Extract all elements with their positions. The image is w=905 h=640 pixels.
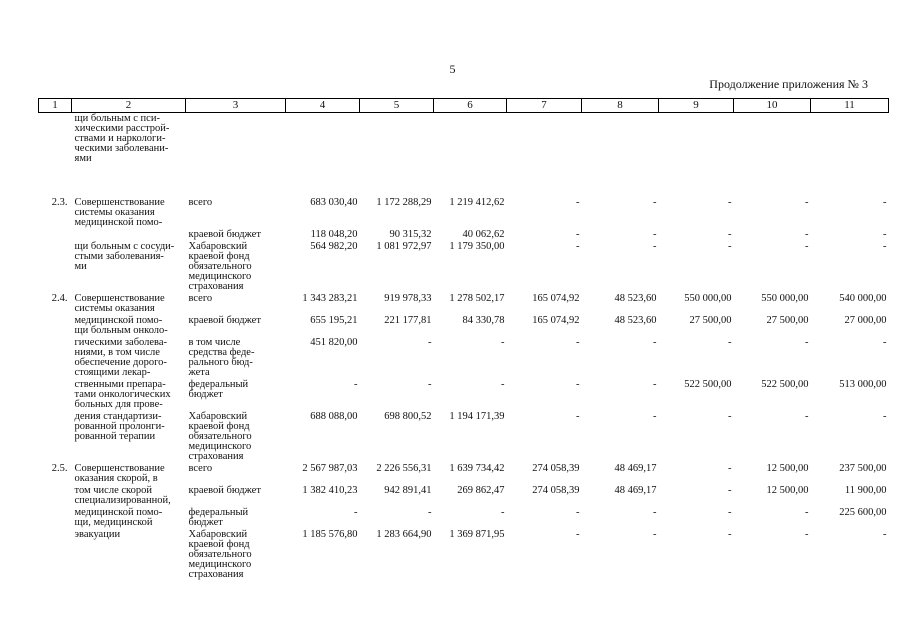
amount-cell: - [728, 485, 732, 496]
amount-cell: - [653, 241, 657, 252]
amount-cell: - [653, 197, 657, 208]
row-number [39, 241, 72, 293]
budget-table [38, 98, 889, 581]
table-row [39, 463, 889, 485]
funding-source: краевой бюджет [188, 229, 261, 240]
table-row [39, 411, 889, 463]
funding-source: в том числе средства феде- рального бюд- жета [188, 337, 255, 378]
amount-cell: 11 900,00 [844, 485, 887, 496]
funding-source: краевой бюджет [188, 315, 261, 326]
amount-cell: - [576, 529, 580, 540]
amount-cell: 1 382 410,23 [302, 485, 358, 496]
amount-cell: - [728, 463, 732, 474]
amount-cell: - [883, 411, 887, 422]
amount-cell: 165 074,92 [532, 293, 580, 304]
measure-name: Совершенствование системы оказания медицинской помо- [74, 197, 165, 228]
row-number: 2.5. [51, 463, 68, 474]
header-col-4: 4 [286, 99, 360, 113]
amount-cell [507, 113, 582, 166]
measure-name: медицинской помо- щи больным онколо- [74, 315, 168, 336]
header-col-1: 1 [39, 99, 72, 113]
funding-source: федеральный бюджет [188, 379, 249, 400]
amount-cell: 522 500,00 [761, 379, 809, 390]
table-row [39, 529, 889, 581]
header-col-6: 6 [434, 99, 507, 113]
amount-cell: 48 523,60 [614, 315, 657, 326]
table-body [39, 99, 889, 582]
amount-cell: 683 030,40 [310, 197, 358, 208]
amount-cell: - [501, 379, 505, 390]
amount-cell: - [728, 507, 732, 518]
measure-name [72, 229, 186, 241]
funding-source: всего [188, 197, 213, 208]
amount-cell: - [805, 411, 809, 422]
amount-cell: 550 000,00 [684, 293, 732, 304]
amount-cell: 1 219 412,62 [449, 197, 505, 208]
amount-cell: 1 343 283,21 [302, 293, 358, 304]
amount-cell: 48 469,17 [614, 463, 657, 474]
amount-cell: - [883, 229, 887, 240]
amount-cell: 1 283 664,90 [376, 529, 432, 540]
table-row [39, 229, 889, 241]
amount-cell: - [883, 197, 887, 208]
amount-cell: - [576, 337, 580, 348]
amount-cell: - [576, 507, 580, 518]
header-col-9: 9 [659, 99, 734, 113]
amount-cell: - [501, 507, 505, 518]
table-row [39, 293, 889, 315]
header-col-2: 2 [72, 99, 186, 113]
amount-cell: 165 074,92 [532, 315, 580, 326]
measure-name: щи больным с сосуди- стыми заболевания- ми [74, 241, 175, 272]
amount-cell: 225 600,00 [839, 507, 887, 518]
amount-cell: - [653, 379, 657, 390]
amount-cell: - [805, 507, 809, 518]
amount-cell: - [883, 241, 887, 252]
amount-cell: 1 081 972,97 [376, 241, 432, 252]
amount-cell [434, 113, 507, 166]
funding-source: Хабаровский краевой фонд обязательного медицинского страхования [188, 241, 252, 292]
funding-source: краевой бюджет [188, 485, 261, 496]
amount-cell: - [428, 379, 432, 390]
header-col-11: 11 [811, 99, 889, 113]
amount-cell: 942 891,41 [384, 485, 432, 496]
amount-cell: - [501, 337, 505, 348]
amount-cell [659, 113, 734, 166]
measure-name: Совершенствование оказания скорой, в [74, 463, 165, 484]
header-col-5: 5 [360, 99, 434, 113]
table-row [39, 507, 889, 529]
funding-source: федеральный бюджет [188, 507, 249, 528]
amount-cell: - [576, 197, 580, 208]
row-number [39, 337, 72, 379]
amount-cell: 522 500,00 [684, 379, 732, 390]
amount-cell: 48 523,60 [614, 293, 657, 304]
amount-cell: - [805, 241, 809, 252]
amount-cell: 269 862,47 [457, 485, 505, 496]
table-row [39, 485, 889, 507]
funding-source: всего [188, 293, 213, 304]
table-row [39, 197, 889, 229]
amount-cell: 274 058,39 [532, 485, 580, 496]
funding-source [186, 113, 286, 166]
amount-cell: - [653, 529, 657, 540]
row-number: 2.3. [51, 197, 68, 208]
measure-name: медицинской помо- щи, медицинской [74, 507, 163, 528]
amount-cell: 90 315,32 [389, 229, 432, 240]
measure-name: щи больным с пси- хическими расстрой- ствами и наркологи- ческими заболевани- ями [74, 113, 170, 164]
measure-name: эвакуации [74, 529, 121, 540]
row-number [39, 315, 72, 337]
amount-cell: 274 058,39 [532, 463, 580, 474]
table-row [39, 379, 889, 411]
amount-cell: - [576, 241, 580, 252]
amount-cell: - [428, 337, 432, 348]
table-row [39, 241, 889, 293]
amount-cell [360, 113, 434, 166]
amount-cell: - [728, 229, 732, 240]
amount-cell [286, 113, 360, 166]
header-col-3: 3 [186, 99, 286, 113]
row-number [39, 229, 72, 241]
amount-cell: 12 500,00 [766, 463, 809, 474]
amount-cell: 40 062,62 [462, 229, 505, 240]
table-row [39, 337, 889, 379]
table-row [39, 113, 889, 166]
amount-cell: - [728, 529, 732, 540]
amount-cell: - [883, 337, 887, 348]
amount-cell: 451 820,00 [310, 337, 358, 348]
amount-cell: 513 000,00 [839, 379, 887, 390]
measure-name: Совершенствование системы оказания [74, 293, 165, 314]
amount-cell: 1 179 350,00 [449, 241, 505, 252]
header-row [39, 99, 889, 113]
row-number [39, 529, 72, 581]
amount-cell: - [805, 337, 809, 348]
amount-cell: 540 000,00 [839, 293, 887, 304]
amount-cell: 237 500,00 [839, 463, 887, 474]
amount-cell: - [805, 229, 809, 240]
amount-cell: 2 226 556,31 [376, 463, 432, 474]
row-number [39, 507, 72, 529]
amount-cell: - [576, 379, 580, 390]
header-col-8: 8 [582, 99, 659, 113]
measure-name: гическими заболева- ниями, в том числе обеспечение дорого- стоящими лекар- [74, 337, 168, 378]
amount-cell: - [653, 229, 657, 240]
amount-cell: - [805, 197, 809, 208]
spacer-row [39, 165, 889, 197]
row-number [39, 411, 72, 463]
amount-cell: 118 048,20 [310, 229, 358, 240]
funding-source: Хабаровский краевой фонд обязательного медицинского страхования [188, 411, 252, 462]
amount-cell: 27 500,00 [766, 315, 809, 326]
measure-name: том числе скорой специализированной, [74, 485, 171, 506]
header-col-7: 7 [507, 99, 582, 113]
funding-source: Хабаровский краевой фонд обязательного медицинского страхования [188, 529, 252, 580]
header-col-10: 10 [734, 99, 811, 113]
amount-cell: 550 000,00 [761, 293, 809, 304]
amount-cell [734, 113, 811, 166]
amount-cell: - [805, 529, 809, 540]
measure-name: ственными препара- тами онкологических больных для прове- [74, 379, 171, 410]
funding-source: всего [188, 463, 213, 474]
amount-cell: 1 194 171,39 [449, 411, 505, 422]
amount-cell: 564 982,20 [310, 241, 358, 252]
amount-cell: - [653, 411, 657, 422]
amount-cell: 84 330,78 [462, 315, 505, 326]
continuation-caption: Продолжение приложения № 3 [709, 77, 868, 91]
amount-cell: - [883, 529, 887, 540]
amount-cell: 698 800,52 [384, 411, 432, 422]
amount-cell: 1 639 734,42 [449, 463, 505, 474]
amount-cell: - [576, 229, 580, 240]
row-number: 2.4. [51, 293, 68, 304]
row-number [39, 485, 72, 507]
amount-cell: 27 000,00 [844, 315, 887, 326]
amount-cell: 27 500,00 [689, 315, 732, 326]
amount-cell: - [728, 197, 732, 208]
amount-cell: - [354, 379, 358, 390]
amount-cell: - [428, 507, 432, 518]
amount-cell: 1 278 502,17 [449, 293, 505, 304]
amount-cell: - [576, 411, 580, 422]
row-number [39, 113, 72, 166]
amount-cell: - [728, 411, 732, 422]
amount-cell: - [728, 241, 732, 252]
amount-cell: 12 500,00 [766, 485, 809, 496]
amount-cell: - [354, 507, 358, 518]
amount-cell [582, 113, 659, 166]
amount-cell: 655 195,21 [310, 315, 358, 326]
amount-cell: 1 172 288,29 [376, 197, 432, 208]
amount-cell: 48 469,17 [614, 485, 657, 496]
amount-cell: - [653, 337, 657, 348]
row-number [39, 379, 72, 411]
amount-cell: 919 978,33 [384, 293, 432, 304]
amount-cell: 221 177,81 [384, 315, 432, 326]
page-number: 5 [449, 62, 456, 76]
amount-cell: 1 185 576,80 [302, 529, 358, 540]
measure-name: дения стандартизи- рованной пролонги- рованной терапии [74, 411, 165, 442]
amount-cell [811, 113, 889, 166]
table-row [39, 315, 889, 337]
amount-cell: 2 567 987,03 [302, 463, 358, 474]
amount-cell: 1 369 871,95 [449, 529, 505, 540]
amount-cell: - [728, 337, 732, 348]
amount-cell: - [653, 507, 657, 518]
amount-cell: 688 088,00 [310, 411, 358, 422]
